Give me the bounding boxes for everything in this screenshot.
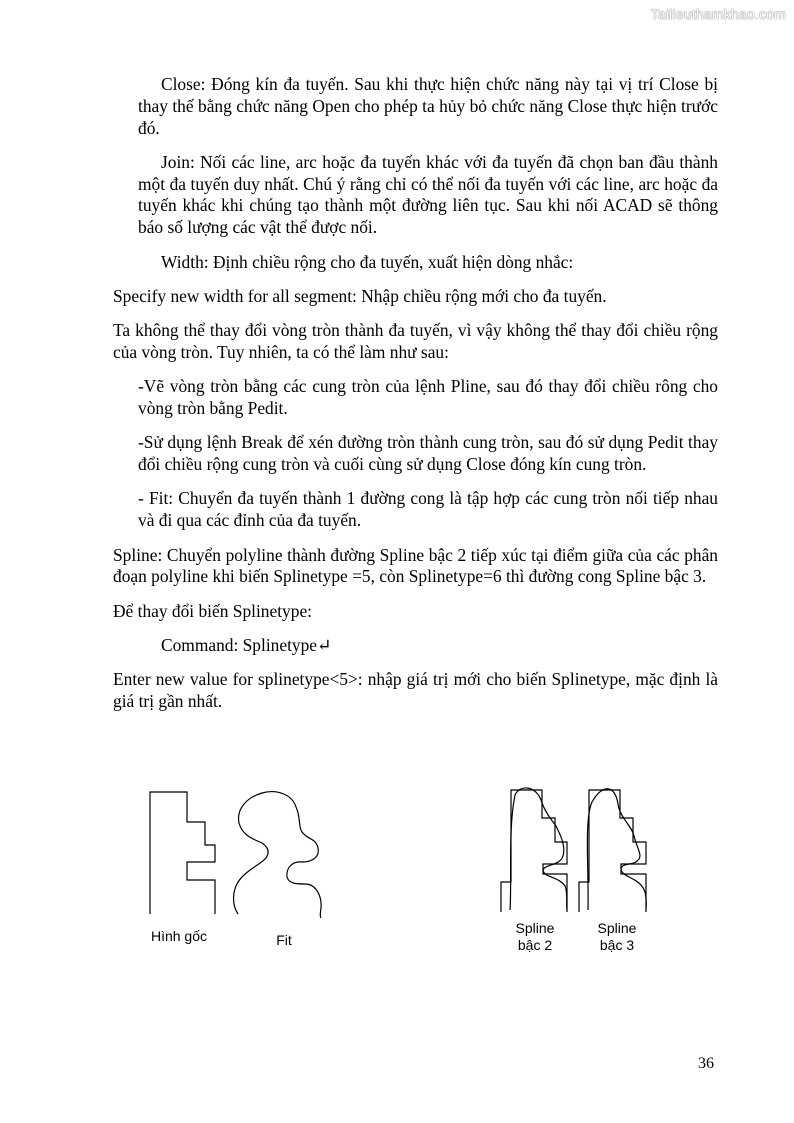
bullet-fit: - Fit: Chuyển đa tuyến thành 1 đường cong là tập hợp các cung tròn nối tiếp nhau và đi qua các đỉnh của đa tuyến. (138, 488, 718, 531)
caption-spline-3 (589, 920, 645, 954)
paragraph-join: Join: Nối các line, arc hoặc đa tuyến khác với đa tuyến đã chọn ban đầu thành một đa tuyến duy nhất. Chú ý rằng chỉ có thể nối đa tuyến với các line, arc hoặc đa tuyến khác khi chúng tạo thành một đường liên tục. Sau khi nối ACAD sẽ thông báo số lượng các vật thể được nối. (138, 151, 718, 238)
original-shape (150, 792, 215, 914)
paragraph-width: Width: Định chiều rộng cho đa tuyến, xuất hiện dòng nhắc: (161, 251, 574, 272)
paragraph-specify: Specify new width for all segment: Nhập chiều rộng mới cho đa tuyến. (113, 285, 607, 306)
spline-2-shape (501, 788, 567, 912)
document-body (113, 74, 718, 725)
fit-curve (234, 792, 322, 918)
bullet-break: -Sử dụng lệnh Break để xén đường tròn thành cung tròn, sau đó sử dụng Pedit thay đổi chiều rộng cung tròn và cuối cùng sử dụng Close đóng kín cung tròn. (138, 432, 718, 475)
caption-spline-2-line2: bậc 2 (517, 937, 553, 953)
command-line: Command: Splinetype↵ (161, 634, 332, 655)
paragraph-change-var: Để thay đổi biến Splinetype: (113, 600, 312, 621)
bullet-pline-arcs: -Vẽ vòng tròn bằng các cung tròn của lệnh Pline, sau đó thay đổi chiều rông cho vòng tròn bằng Pedit. (138, 376, 718, 419)
page-number: 36 (698, 1055, 714, 1072)
paragraph-spline: Spline: Chuyển polyline thành đường Spline bậc 2 tiếp xúc tại điểm giữa của các phân đoạn polyline khi biến Splinetype =5, còn Splinetype=6 thì đường cong Spline bậc 3. (113, 544, 718, 587)
caption-spline-3-line1: Spline (597, 920, 637, 936)
caption-spline-2 (507, 920, 563, 954)
caption-spline-2-line1: Spline (515, 920, 555, 936)
paragraph-close: Close: Đóng kín đa tuyến. Sau khi thực hiện chức năng này tại vị trí Close bị thay thế bằng chức năng Open cho phép ta hủy bỏ chức năng Close thực hiện trước đó. (138, 74, 718, 138)
spline-3-shape (579, 789, 646, 912)
caption-original: Hình gốc (150, 928, 208, 944)
paragraph-circle: Ta không thể thay đổi vòng tròn thành đa tuyến, vì vậy không thể thay đổi chiều rộng của vòng tròn. Tuy nhiên, ta có thể làm như sau: (113, 320, 718, 362)
caption-fit: Fit (276, 932, 292, 948)
paragraph-enter-value: Enter new value for splinetype<5>: nhập giá trị mới cho biến Splinetype, mặc định là giá trị gần nhất. (113, 669, 718, 712)
caption-spline-3-line2: bậc 3 (599, 937, 635, 953)
watermark: Tailieuthamkhao.com (650, 6, 786, 22)
